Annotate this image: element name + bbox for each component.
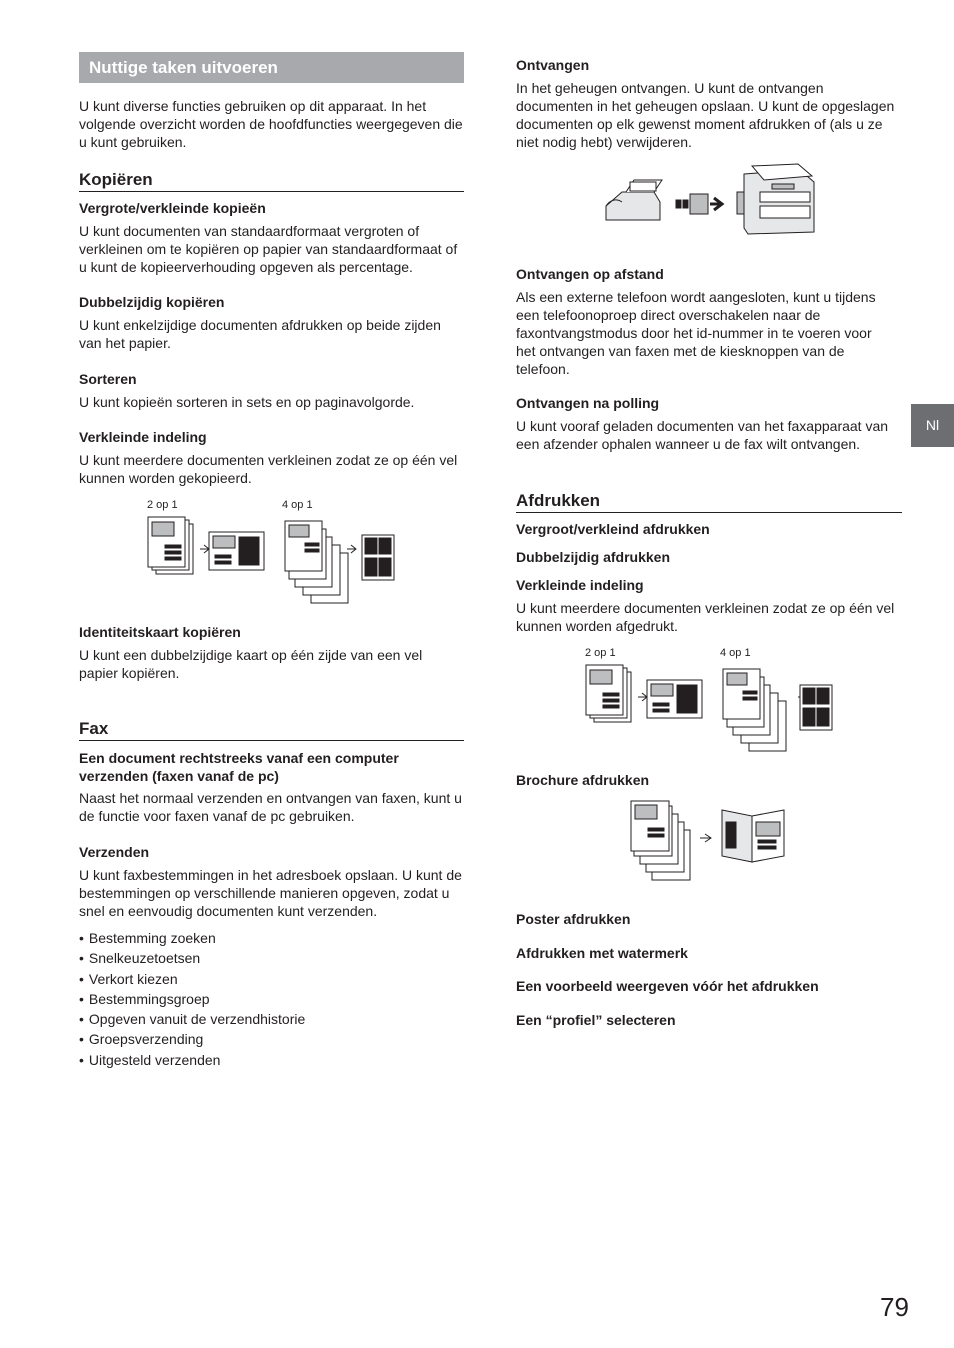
- label-2op1-print: 2 op 1: [585, 647, 616, 659]
- title-poster-afdrukken: Poster afdrukken: [516, 911, 631, 927]
- title-verkleinde-indeling: Verkleinde indeling: [79, 429, 207, 445]
- text-faxen-vanaf-pc: Naast het normaal verzenden en ontvangen van faxen, kunt u de functie voor faxen vanaf de pc gebruiken.: [79, 790, 462, 824]
- text-ontvangen: In het geheugen ontvangen. U kunt de ontvangen documenten in het geheugen opslaan. U kunt de opgeslagen documenten op elk gewenst moment afdrukken of (als u ze niet nodig hebt) verwijderen.: [516, 80, 895, 150]
- title-ontvangen-op-afstand: Ontvangen op afstand: [516, 266, 664, 282]
- list-item: • Verkort kiezen: [79, 969, 464, 989]
- language-tab: Nl: [911, 404, 954, 447]
- text-vergrote-kopieen: U kunt documenten van standaardformaat vergroten of verkleinen om te kopiëren op papier van standaardformaat of u kunt de kopieerverhouding opgeven als percentage.: [79, 223, 458, 275]
- label-4op1-print: 4 op 1: [720, 647, 751, 659]
- heading-fax: Fax: [79, 719, 464, 741]
- list-item: • Uitgesteld verzenden: [79, 1050, 464, 1070]
- title-faxen-vanaf-pc: Een document rechtstreeks vanaf een computer verzenden (faxen vanaf de pc): [79, 750, 399, 784]
- verzenden-options-list: [79, 928, 464, 1070]
- title-ontvangen: Ontvangen: [516, 57, 590, 73]
- title-dubbelzijdig-afdrukken: Dubbelzijdig afdrukken: [516, 549, 671, 565]
- text-dubbelzijdig-kopieren: U kunt enkelzijdige documenten afdrukken op beide zijden van het papier.: [79, 317, 441, 351]
- intro-text: U kunt diverse functies gebruiken op dit apparaat. In het volgende overzicht worden de hoofdfuncties weergegeven die u kunt gebruiken.: [79, 98, 463, 150]
- title-vergrote-kopieen: Vergrote/verkleinde kopieën: [79, 200, 266, 216]
- title-voorbeeld: Een voorbeeld weergeven vóór het afdrukken: [516, 978, 819, 994]
- text-ontvangen-op-afstand: Als een externe telefoon wordt aangesloten, kunt u tijdens een telefoonoproep direct overschakelen naar de faxontvangstmodus door het id-nummer in te voeren voor het ontvangen van faxen met de kiesknoppen van de telefoon.: [516, 289, 876, 377]
- nup-copy-illustration: [145, 515, 400, 605]
- title-ontvangen-na-polling: Ontvangen na polling: [516, 395, 660, 411]
- list-item: • Bestemming zoeken: [79, 928, 464, 948]
- title-vergroot-afdrukken: Vergroot/verkleind afdrukken: [516, 521, 710, 537]
- text-verkleinde-indeling: U kunt meerdere documenten verkleinen zodat ze op één vel kunnen worden gekopieerd.: [79, 452, 458, 486]
- text-ontvangen-na-polling: U kunt vooraf geladen documenten van het faxapparaat van een afzender ophalen wanneer u de fax wilt ontvangen.: [516, 418, 889, 452]
- title-sorteren: Sorteren: [79, 371, 137, 387]
- title-profiel: Een “profiel” selecteren: [516, 1012, 676, 1028]
- label-2op1: 2 op 1: [147, 499, 178, 511]
- title-dubbelzijdig-kopieren: Dubbelzijdig kopiëren: [79, 294, 225, 310]
- label-4op1: 4 op 1: [282, 499, 313, 511]
- fax-receive-illustration: [602, 162, 822, 242]
- title-brochure-afdrukken: Brochure afdrukken: [516, 772, 650, 788]
- text-sorteren: U kunt kopieën sorteren in sets en op paginavolgorde.: [79, 394, 415, 410]
- nup-print-illustration: [583, 663, 838, 753]
- brochure-illustration: [630, 800, 790, 885]
- page-number: 79: [880, 1292, 909, 1322]
- text-verzenden: U kunt faxbestemmingen in het adresboek opslaan. U kunt de bestemmingen op verschillende manieren opgeven, zodat u snel en eenvoudig documenten kunt verzenden.: [79, 867, 462, 919]
- title-verzenden: Verzenden: [79, 844, 150, 860]
- heading-kopieren: Kopiëren: [79, 170, 464, 192]
- list-item: • Opgeven vanuit de verzendhistorie: [79, 1009, 464, 1029]
- list-item: • Bestemmingsgroep: [79, 989, 464, 1009]
- list-item: • Snelkeuzetoetsen: [79, 948, 464, 968]
- text-verkleinde-indeling-afdrukken: U kunt meerdere documenten verkleinen zodat ze op één vel kunnen worden afgedrukt.: [516, 600, 895, 634]
- heading-afdrukken: Afdrukken: [516, 491, 902, 513]
- title-verkleinde-indeling-afdrukken: Verkleinde indeling: [516, 577, 644, 593]
- title-identiteitskaart: Identiteitskaart kopiëren: [79, 624, 241, 640]
- list-item: • Groepsverzending: [79, 1029, 464, 1049]
- text-identiteitskaart: U kunt een dubbelzijdige kaart op één zijde van een vel papier kopiëren.: [79, 647, 423, 681]
- title-watermerk: Afdrukken met watermerk: [516, 945, 688, 961]
- section-banner: Nuttige taken uitvoeren: [79, 52, 464, 83]
